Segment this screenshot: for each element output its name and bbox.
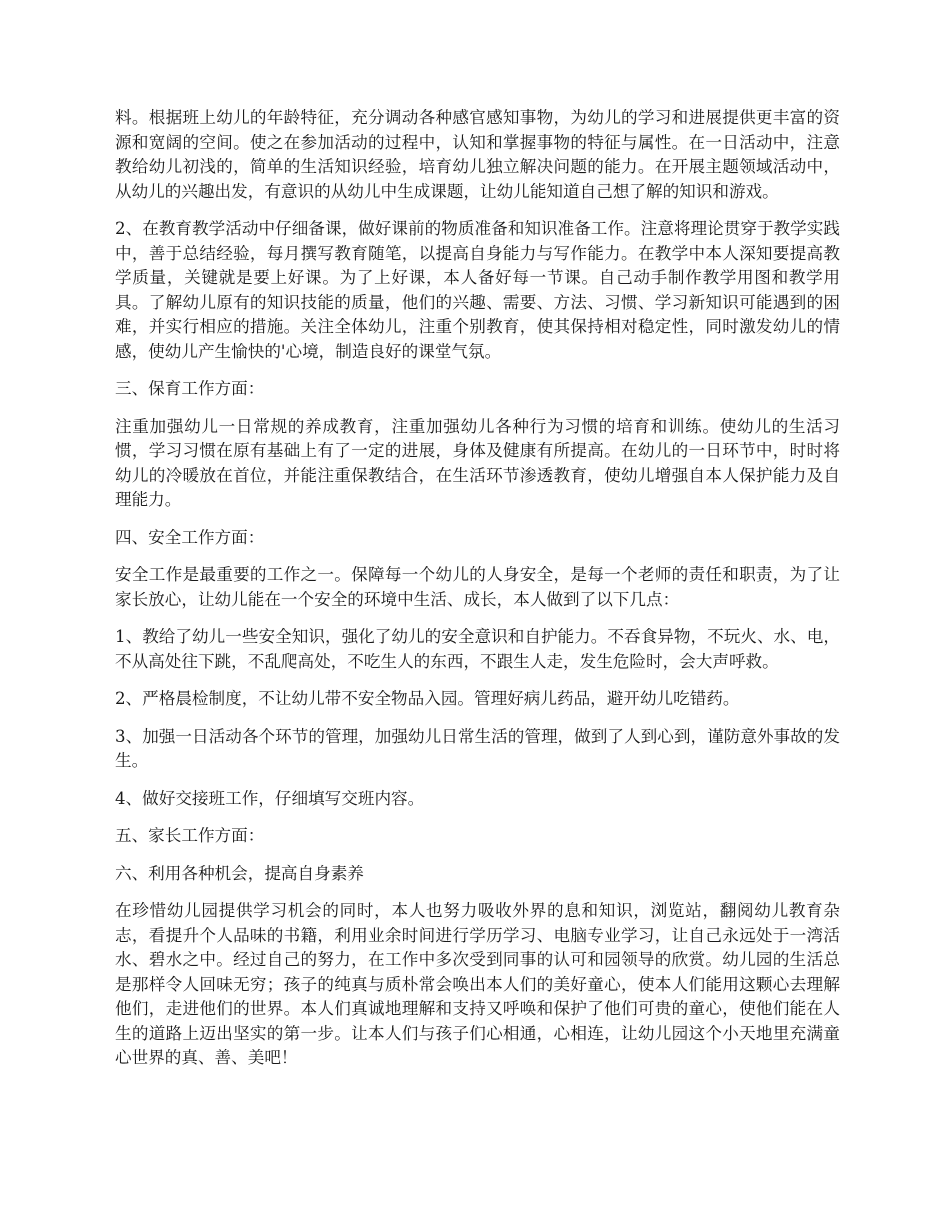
paragraph-safety-intro: 安全工作是最重要的工作之一。保障每一个幼儿的人身安全，是每一个老师的责任和职责，为了让家长放心，让幼儿能在一个安全的环境中生活、成长，本人做到了以下几点： [115, 565, 840, 609]
paragraph-care: 注重加强幼儿一日常规的养成教育，注重加强幼儿各种行为习惯的培育和训练。使幼儿的生活习惯，学习习惯在原有基础上有了一定的进展，身体及健康有所提高。在幼儿的一日环节中，时时将幼儿的冷暖放在首位，并能注重保教结合，在生活环节渗透教育，使幼儿增强自本人保护能力及自理能力。 [115, 416, 840, 509]
section-heading-safety: 四、安全工作方面： [115, 527, 265, 547]
paragraph-continuation: 料。根据班上幼儿的年龄特征，充分调动各种感官感知事物，为幼儿的学习和进展提供更丰富的资源和宽阔的空间。使之在参加活动的过程中，认知和掌握事物的特征与属性。在一日活动中，注意教给幼儿初浅的，简单的生活知识经验，培育幼儿独立解决问题的能力。在开展主题领域活动中，从幼儿的兴趣出发，有意识的从幼儿中生成课题，让幼儿能知道自己想了解的知识和游戏。 [115, 108, 840, 201]
document-page [115, 106, 840, 1084]
paragraph-item-2: 2、在教育教学活动中仔细备课，做好课前的物质准备和知识准备工作。注意将理论贯穿于教学实践中，善于总结经验，每月撰写教育随笔，以提高自身能力与写作能力。在教学中本人深知要提高教学质量，关键就是要上好课。为了上好课，本人备好每一节课。自己动手制作教学用图和教学用具。了解幼儿原有的知识技能的质量，他们的兴趣、需要、方法、习惯、学习新知识可能遇到的困难，并实行相应的措施。关注全体幼儿，注重个别教育，使其保持相对稳定性，同时激发幼儿的情感，使幼儿产生愉快的'心境，制造良好的课堂气氛。 [115, 219, 840, 361]
section-heading-care: 三、保育工作方面： [115, 379, 265, 398]
paragraph-self-improvement: 在珍惜幼儿园提供学习机会的同时，本人也努力吸收外界的息和知识，浏览站，翻阅幼儿教育杂志，看提升个人品味的书籍，利用业余时间进行学历学习、电脑专业学习，让自己永远处于一湾活水、碧水之中。经过自己的努力，在工作中多次受到同事的认可和园领导的欣赏。幼儿园的生活总是那样令人回味无穷；孩子的纯真与质朴常会唤出本人们的美好童心，使本人们能用这颗心去理解他们，走进他们的世界。本人们真诚地理解和支持又呼唤和保护了他们可贵的童心，使他们能在人生的道路上迈出坚实的第一步。让本人们与孩子们心相通，心相连，让幼儿园这个小天地里充满童心世界的真、善、美吧！ [115, 901, 840, 1067]
list-item-safety-2: 2、严格晨检制度，不让幼儿带不安全物品入园。管理好病儿药品，避开幼儿吃错药。 [115, 689, 740, 708]
list-item-safety-3: 3、加强一日活动各个环节的管理，加强幼儿日常生活的管理，做到了人到心到，谨防意外事故的发生。 [115, 726, 840, 770]
list-item-safety-1: 1、教给了幼儿一些安全知识，强化了幼儿的安全意识和自护能力。不吞食异物，不玩火、水、电，不从高处往下跳，不乱爬高处，不吃生人的东西，不跟生人走，发生危险时，会大声呼救。 [115, 627, 840, 671]
list-item-safety-4: 4、做好交接班工作，仔细填写交班内容。 [115, 788, 425, 808]
section-heading-parents: 五、家长工作方面： [115, 826, 265, 845]
section-heading-self-improvement: 六、利用各种机会，提高自身素养 [115, 863, 364, 883]
